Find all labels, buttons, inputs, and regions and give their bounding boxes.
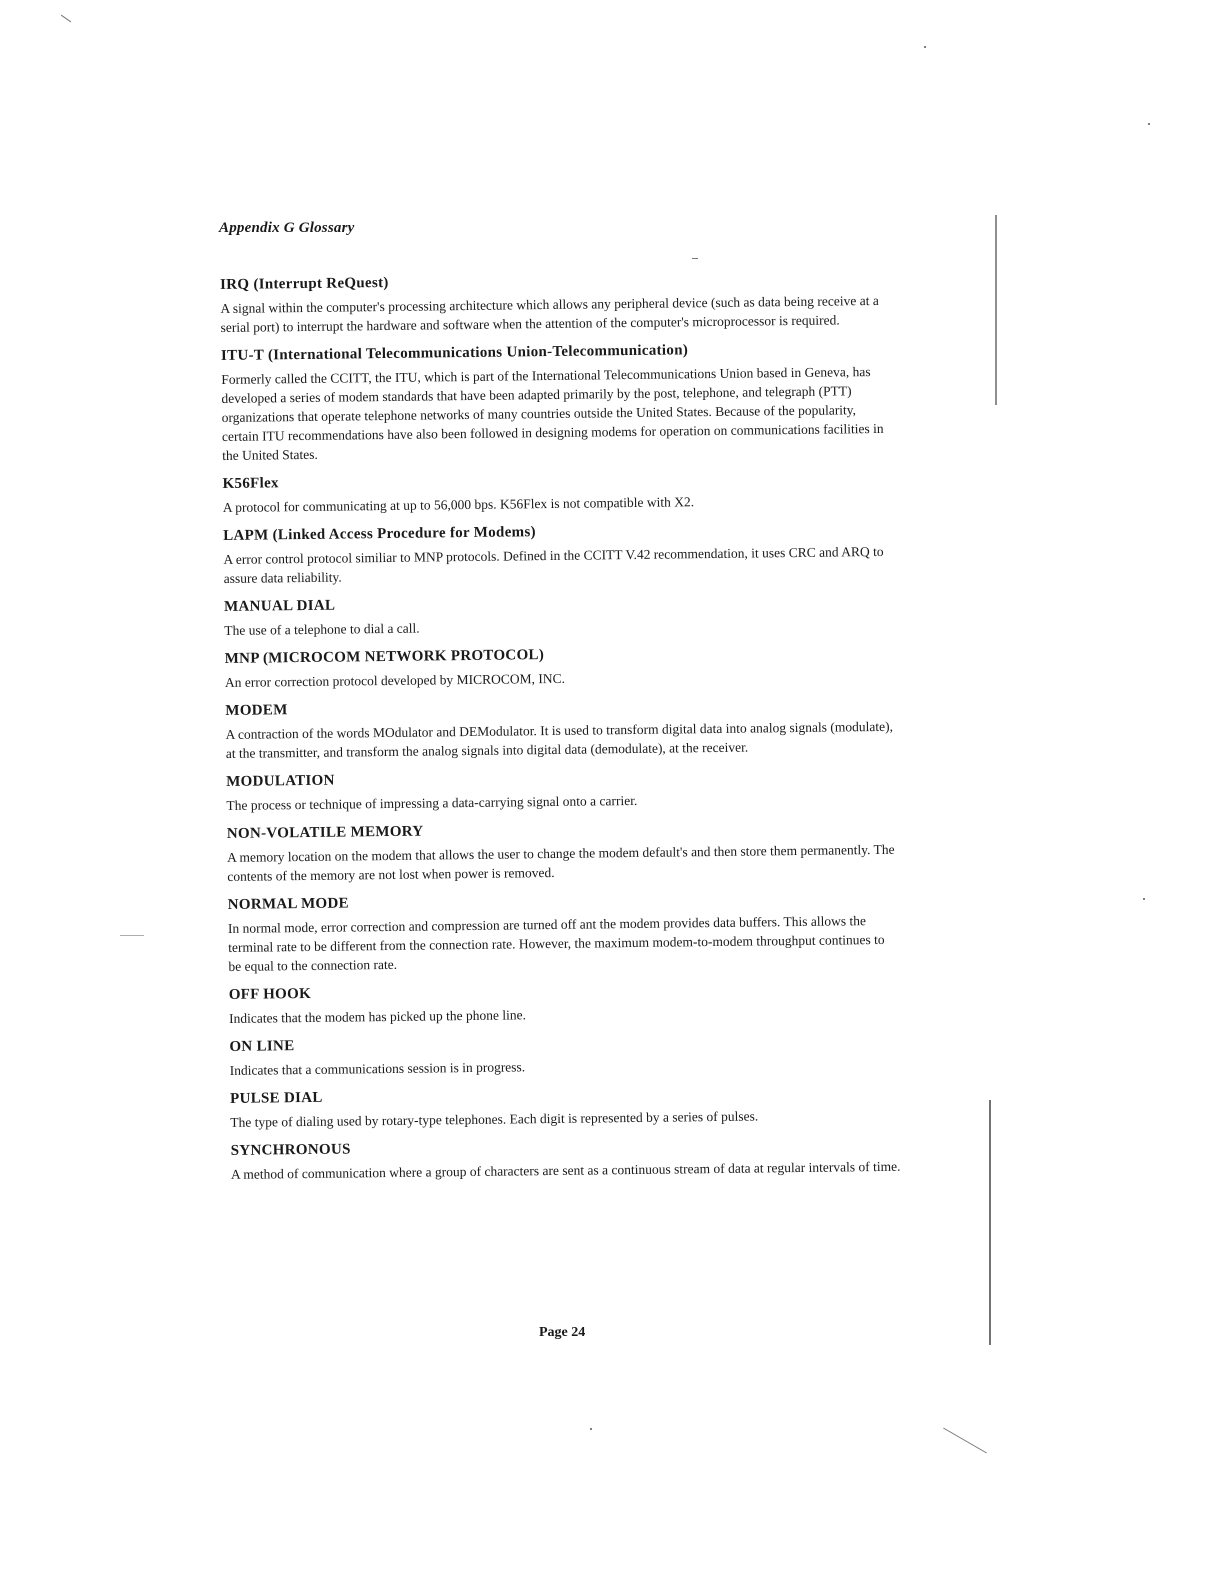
glossary-definition: Formerly called the CCITT, the ITU, which is part of the International Telecommunications Union based in Geneva, has developed a series of modem standards that have been adapted primarily by the post, telephone, and telegraph (PTT) organizations that operate telephone networks of many countries outside the United States. Because of the popularity, certain ITU recommendations have also been followed in designing modems for operation on communications facilities in the United States. bbox=[221, 364, 884, 463]
glossary-term: NORMAL MODE bbox=[227, 895, 349, 913]
glossary-entry-modem bbox=[225, 694, 896, 763]
glossary-entry-on-line bbox=[229, 1030, 899, 1080]
scan-speck bbox=[1148, 123, 1150, 125]
glossary-definition: The process or technique of impressing a data-carrying signal onto a carrier. bbox=[226, 792, 638, 813]
glossary-entry-normal-mode bbox=[228, 888, 899, 976]
glossary-entry-manual-dial bbox=[224, 590, 894, 640]
glossary-entry-off-hook bbox=[229, 978, 899, 1028]
glossary-entry-lapm bbox=[223, 519, 894, 588]
glossary-term: OFF HOOK bbox=[228, 985, 312, 1003]
glossary-term: NON-VOLATILE MEMORY bbox=[226, 823, 424, 842]
scan-speck bbox=[590, 1428, 592, 1430]
glossary-term: ON LINE bbox=[229, 1038, 295, 1055]
glossary-definition: A memory location on the modem that allows the user to change the modem default's and then store them permanently. The contents of the memory are not lost when power is removed. bbox=[227, 841, 895, 884]
page-number: Page 24 bbox=[539, 1325, 586, 1340]
glossary-definition: A method of communication where a group of characters are sent as a continuous stream of data at regular intervals of time. bbox=[230, 1158, 901, 1182]
glossary-term: LAPM (Linked Access Procedure for Modems) bbox=[223, 524, 536, 544]
glossary-definition: The type of dialing used by rotary-type telephones. Each digit is represented by a series of pulses. bbox=[230, 1108, 759, 1130]
glossary-definition: Indicates that a communications session is in progress. bbox=[229, 1059, 526, 1078]
glossary-definition: In normal mode, error correction and compression are turned off ant the modem provides data buffers. This allows the terminal rate to be different from the connection rate. However, the maximum modem-to-modem throughput continues to be equal to the connection rate. bbox=[227, 913, 885, 974]
scan-speck bbox=[1143, 898, 1145, 900]
scan-speck bbox=[61, 15, 71, 23]
glossary-definition: A signal within the computer's processing architecture which allows any peripheral device (such as data being receive at a serial port) to interrupt the hardware and software when the attention of the computer's microprocessor is required. bbox=[220, 292, 879, 335]
glossary-term: SYNCHRONOUS bbox=[230, 1141, 351, 1159]
glossary-term: MODULATION bbox=[226, 772, 335, 790]
glossary-term: IRQ (Interrupt ReQuest) bbox=[220, 274, 389, 293]
scan-speck bbox=[692, 258, 698, 259]
glossary-entry-irq bbox=[220, 268, 891, 337]
scan-speck bbox=[943, 1428, 987, 1454]
glossary-entry-pulse-dial bbox=[230, 1082, 900, 1132]
glossary-definition: A error control protocol similiar to MNP protocols. Defined in the CCITT V.42 recommendation, it uses CRC and ARQ to assure data reliability. bbox=[223, 543, 884, 586]
glossary-entry-synchronous bbox=[231, 1134, 901, 1184]
glossary-term: MNP (MICROCOM NETWORK PROTOCOL) bbox=[224, 647, 545, 667]
scan-speck bbox=[120, 935, 144, 936]
page-header: Appendix G Glossary bbox=[219, 220, 355, 236]
glossary-term: MANUAL DIAL bbox=[223, 597, 336, 615]
glossary-term: MODEM bbox=[225, 702, 288, 719]
scan-edge-artifact bbox=[989, 1100, 991, 1345]
glossary-entry-k56flex bbox=[222, 467, 892, 517]
glossary-entry-mnp bbox=[225, 642, 895, 692]
glossary-definition: A contraction of the words MOdulator and DEModulator. It is used to transform digital data into analog signals (modulate), at the transmitter, and transform the analog signals into digital data (demodulate), at the receiver. bbox=[225, 718, 894, 761]
glossary-definition: An error correction protocol developed by MICROCOM, INC. bbox=[224, 670, 566, 690]
glossary-term: ITU-T (International Telecommunications Union-Telecommunication) bbox=[220, 342, 689, 364]
scan-edge-artifact bbox=[995, 215, 997, 405]
glossary-definition: A protocol for communicating at up to 56,000 bps. K56Flex is not compatible with X2. bbox=[222, 494, 695, 515]
glossary-definition: The use of a telephone to dial a call. bbox=[224, 620, 420, 638]
glossary-term: PULSE DIAL bbox=[229, 1089, 323, 1107]
glossary-entry-modulation bbox=[226, 765, 896, 815]
glossary-entry-itu-t bbox=[221, 339, 892, 465]
glossary-definition: Indicates that the modem has picked up the phone line. bbox=[228, 1007, 527, 1026]
glossary-term: K56Flex bbox=[222, 475, 279, 492]
glossary-list bbox=[220, 268, 901, 1194]
glossary-entry-non-volatile-memory bbox=[227, 817, 898, 886]
scan-speck bbox=[924, 46, 926, 48]
